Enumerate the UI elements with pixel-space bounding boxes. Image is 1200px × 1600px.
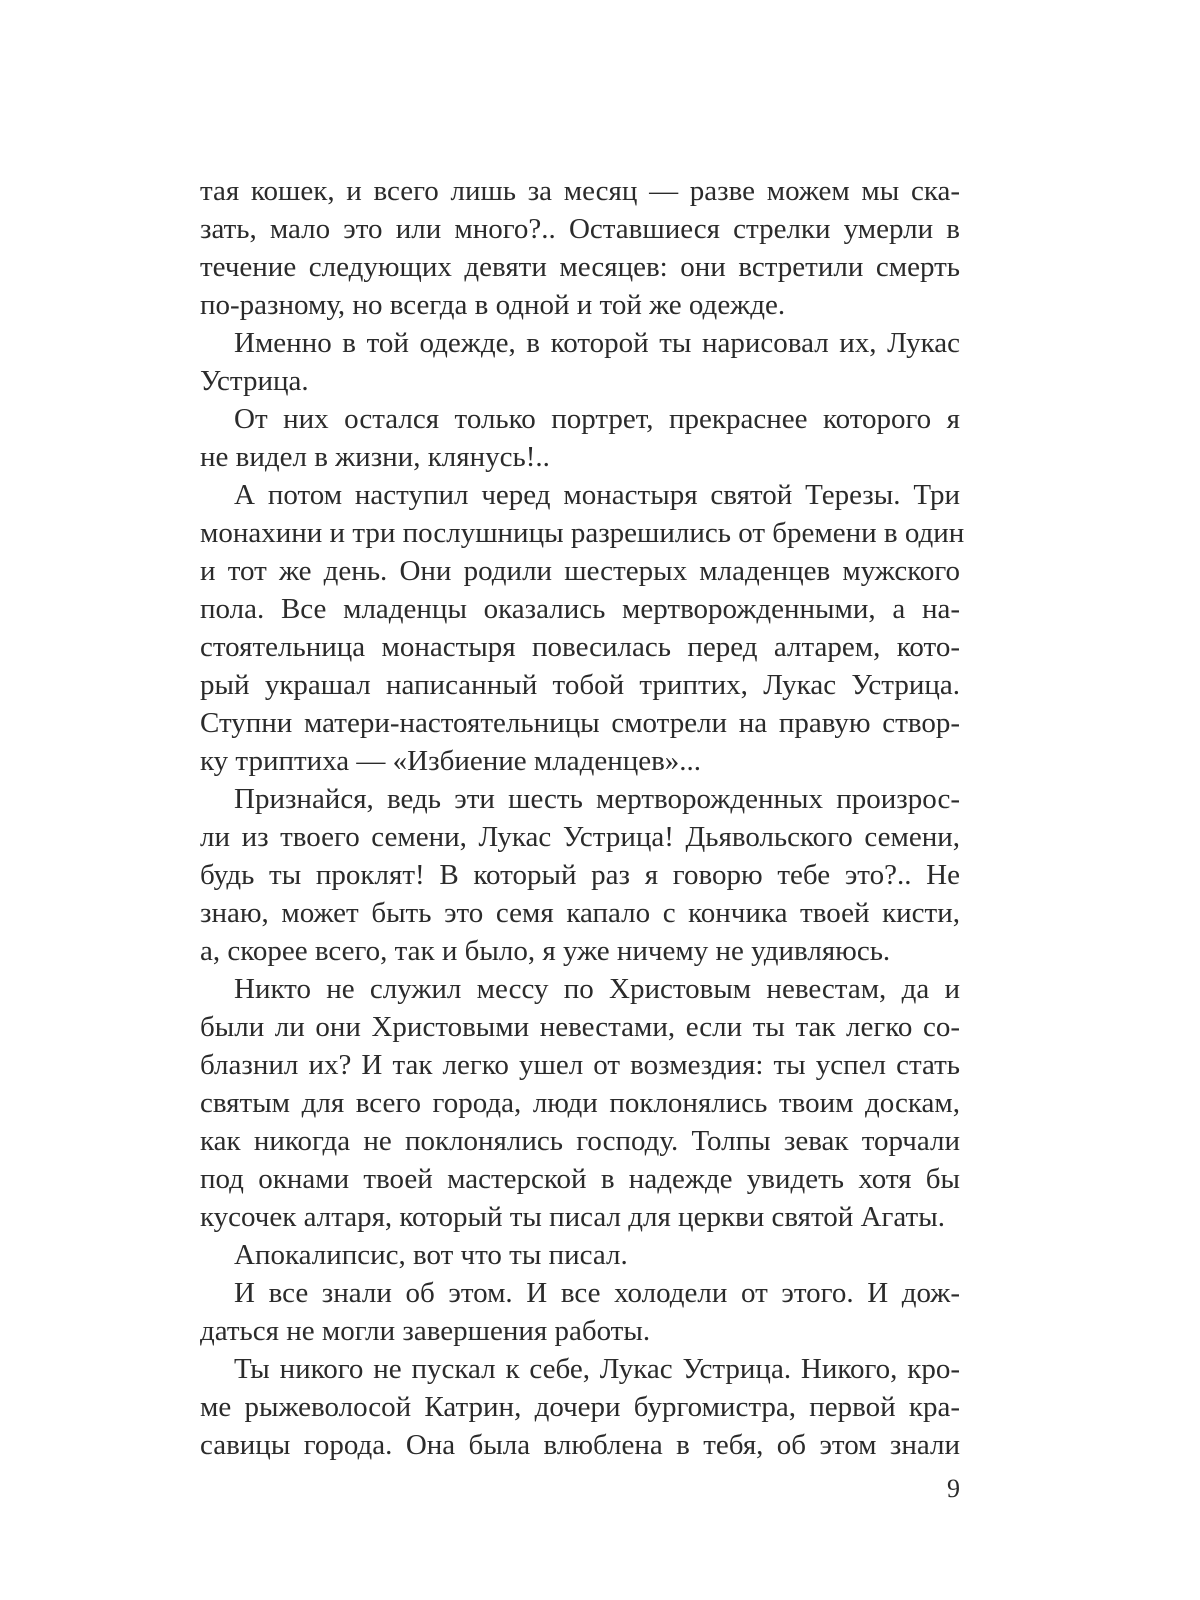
text-line: под окнами твоей мастерской в надежде увидеть хотя бы <box>200 1163 960 1195</box>
text-line: знаю, может быть это семя капало с кончика твоей кисти, <box>200 897 960 929</box>
text-line: ку триптиха — «Избиение младенцев»... <box>200 745 702 777</box>
text-line: святым для всего города, люди поклонялись твоим доскам, <box>200 1087 960 1119</box>
text-line: Признайся, ведь эти шесть мертворожденных произрос- <box>234 783 960 815</box>
text-line: А потом наступил черед монастыря святой Терезы. Три <box>234 479 960 511</box>
text-line: тая кошек, и всего лишь за месяц — разве можем мы ска- <box>200 175 960 207</box>
text-line: монахини и три послушницы разрешились от бремени в один <box>200 517 965 549</box>
text-line: Ступни матери-настоятельницы смотрели на правую створ- <box>200 707 960 739</box>
text-line: будь ты проклят! В который раз я говорю тебе это?.. Не <box>200 859 960 891</box>
text-line: Именно в той одежде, в которой ты нарисовал их, Лукас <box>234 327 960 359</box>
text-line: были ли они Христовыми невестами, если ты так легко со- <box>200 1011 960 1043</box>
text-line: течение следующих девяти месяцев: они встретили смерть <box>200 251 960 283</box>
text-line: рый украшал написанный тобой триптих, Лукас Устрица. <box>200 669 960 701</box>
text-line: зать, мало это или много?.. Оставшиеся стрелки умерли в <box>200 213 960 245</box>
text-line: блазнил их? И так легко ушел от возмездия: ты успел стать <box>200 1049 960 1081</box>
body-text <box>200 172 965 1464</box>
text-line: Апокалипсис, вот что ты писал. <box>234 1239 628 1271</box>
text-line: а, скорее всего, так и было, я уже ничему не удивляюсь. <box>200 935 891 967</box>
text-line: ли из твоего семени, Лукас Устрица! Дьявольского семени, <box>200 821 960 853</box>
text-line: Ты никого не пускал к себе, Лукас Устрица. Никого, кро- <box>234 1353 960 1385</box>
text-line: савицы города. Она была влюблена в тебя, об этом знали <box>200 1429 960 1461</box>
text-line: стоятельница монастыря повесилась перед алтарем, кото- <box>200 631 960 663</box>
text-line: по-разному, но всегда в одной и той же одежде. <box>200 289 786 321</box>
text-line: как никогда не поклонялись господу. Толпы зевак торчали <box>200 1125 960 1157</box>
text-line: Никто не служил мессу по Христовым невестам, да и <box>234 973 960 1005</box>
text-line: не видел в жизни, клянусь!.. <box>200 441 550 473</box>
text-line: И все знали об этом. И все холодели от этого. И дож- <box>234 1277 960 1309</box>
text-line: От них остался только портрет, прекраснее которого я <box>234 403 960 435</box>
page-number: 9 <box>947 1474 960 1503</box>
text-line: ме рыжеволосой Катрин, дочери бургомистра, первой кра- <box>200 1391 960 1423</box>
text-line: пола. Все младенцы оказались мертворожденными, а на- <box>200 593 960 625</box>
text-line: кусочек алтаря, который ты писал для церкви святой Агаты. <box>200 1201 945 1233</box>
text-line: и тот же день. Они родили шестерых младенцев мужского <box>200 555 960 587</box>
text-line: даться не могли завершения работы. <box>200 1315 651 1347</box>
text-line: Устрица. <box>200 365 309 397</box>
